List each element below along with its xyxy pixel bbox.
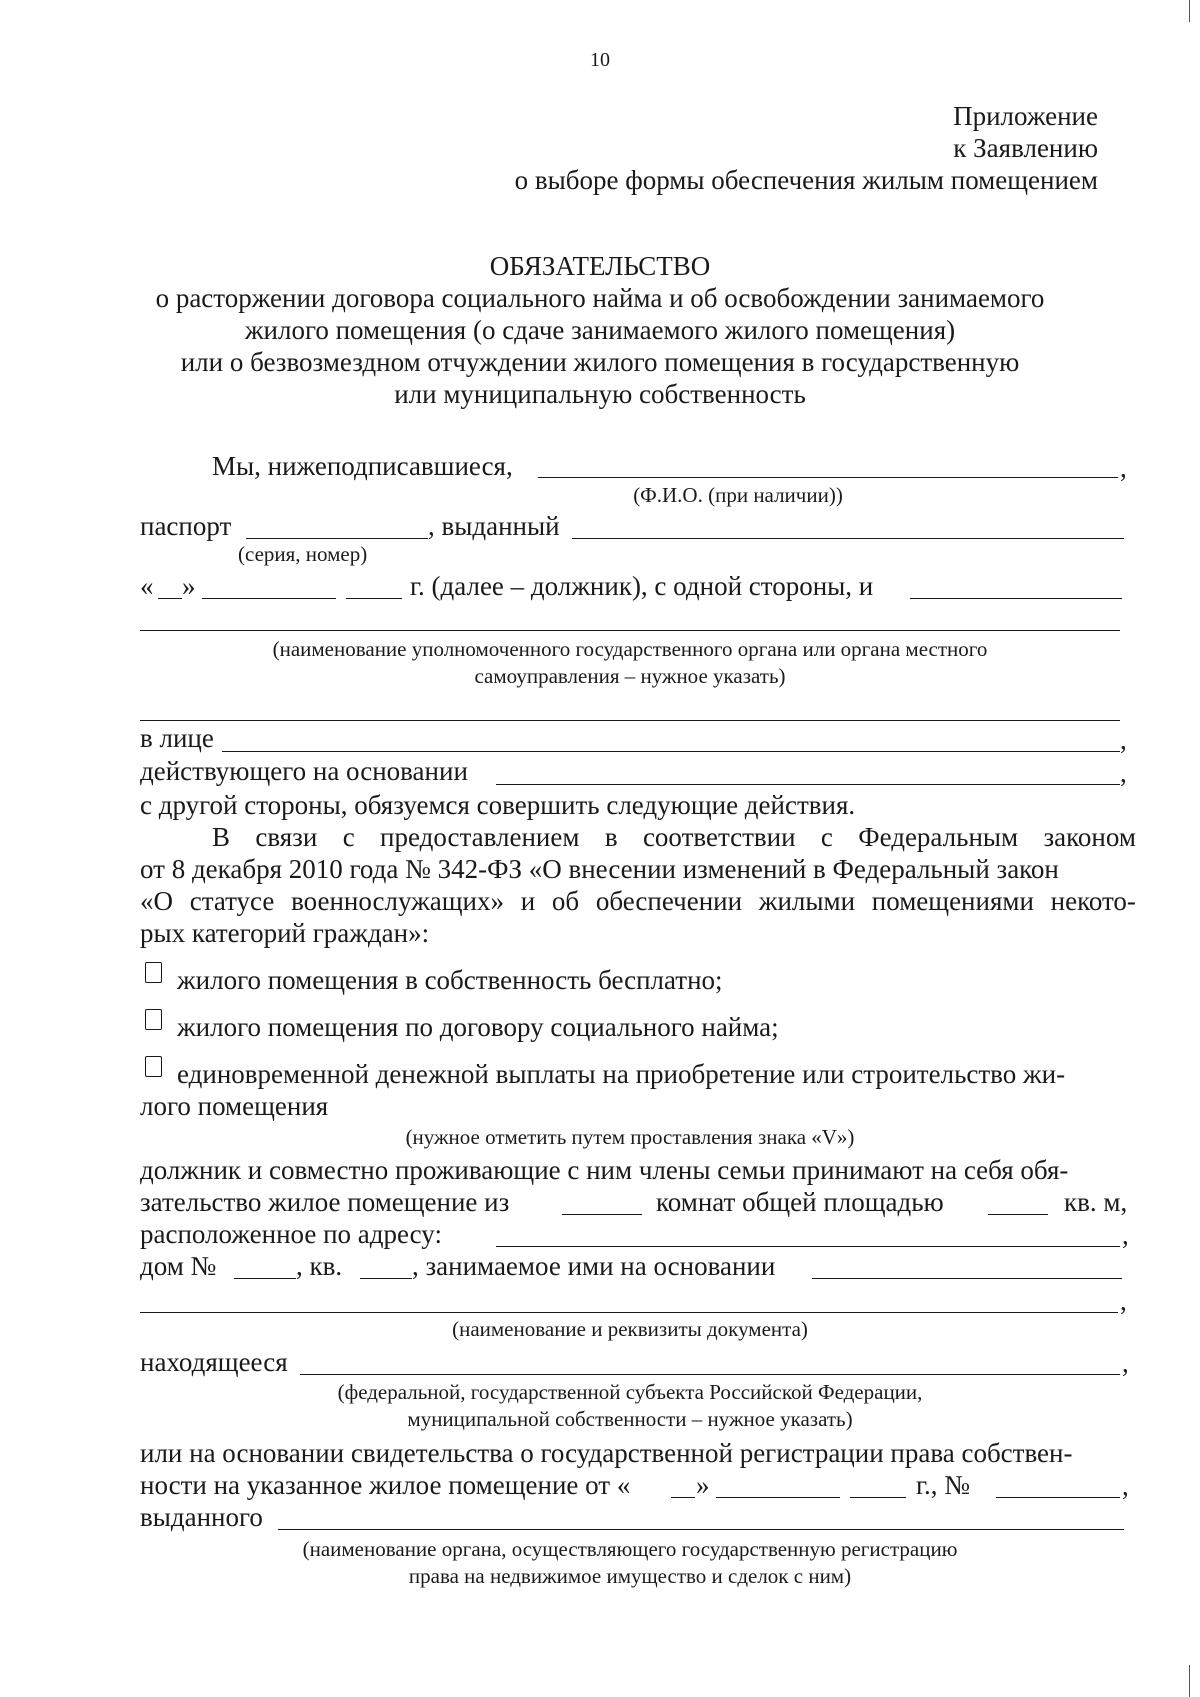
in-person-label: в лице (140, 723, 214, 753)
body-line-2: от 8 декабря 2010 года № 342-ФЗ «О внесении изменений в Федеральный закон (140, 854, 1059, 884)
option-label-continued: лого помещения (140, 1091, 329, 1121)
acting-basis-label: действующего на основании (140, 756, 468, 786)
fio-field[interactable] (538, 477, 1118, 478)
ownership-note-1: (федеральной, государственной субъекта Российской Федерации, (337, 1380, 923, 1404)
appendix-line-1: Приложение (953, 101, 1098, 131)
fio-note: (Ф.И.О. (при наличии)) (633, 483, 843, 507)
title-sub-2: жилого помещения (о сдаче занимаемого жилого помещения) (244, 315, 956, 345)
debtor-clause: г. (далее – должник), с одной стороны, и (410, 571, 874, 601)
registrar-note-2: права на недвижимое имущество и сделок с ним) (408, 1564, 852, 1588)
authority-note-1: (наименование уполномоченного государственного органа или органа местного (272, 637, 988, 661)
certificate-number-field[interactable] (996, 1497, 1120, 1498)
punctuation: , (1122, 1471, 1129, 1501)
house-number-field[interactable] (234, 1278, 296, 1279)
body-line-1 (212, 821, 1136, 853)
word: «О (140, 886, 173, 916)
authority-field-3[interactable] (140, 720, 1120, 721)
certificate-day-field[interactable] (671, 1497, 695, 1498)
word: законом (1043, 822, 1136, 852)
word: в (604, 822, 618, 852)
document-title: ОБЯЗАТЕЛЬСТВО (489, 251, 711, 281)
page-number: 10 (590, 49, 610, 71)
punctuation: , (1122, 1348, 1129, 1378)
appendix-line-3: о выборе формы обеспечения жилым помещением (514, 165, 1098, 195)
obligation-line-2a: зательство жилое помещение из (140, 1187, 510, 1217)
word: предоставлением (380, 822, 580, 852)
located-label: находящееся (140, 1347, 288, 1377)
ownership-field[interactable] (300, 1374, 1120, 1375)
apartment-label: , кв. (296, 1251, 343, 1281)
occupied-basis-field-2[interactable] (140, 1312, 1118, 1313)
issued-by-field[interactable] (278, 1529, 1124, 1530)
word: с (820, 822, 833, 852)
body-line-3 (140, 885, 1136, 917)
document-note: (наименование и реквизиты документа) (452, 1317, 808, 1341)
passport-number-field[interactable] (246, 538, 428, 539)
series-note: (серия, номер) (238, 542, 368, 566)
word: некото- (1050, 886, 1136, 916)
certificate-month-field[interactable] (716, 1497, 840, 1498)
word: связи (255, 822, 318, 852)
area-field[interactable] (988, 1214, 1048, 1215)
issued-by-label: выданного (140, 1502, 263, 1532)
authority-field-1[interactable] (910, 598, 1122, 599)
word: с (342, 822, 355, 852)
we-undersigned-label: Мы, нижеподписавшиеся, (212, 451, 513, 481)
option-checkbox[interactable] (145, 962, 162, 983)
address-field[interactable] (496, 1246, 1120, 1247)
word: статусе (189, 886, 275, 916)
passport-label: паспорт (140, 511, 232, 541)
other-side-text: с другой стороны, обязуемся совершить следующие действия. (140, 790, 856, 820)
punctuation: , (1120, 453, 1127, 483)
certificate-line-2a: ности на указанное жилое помещение от « (140, 1470, 631, 1500)
date-open-quote: « (140, 571, 154, 601)
date-day-field[interactable] (158, 598, 182, 599)
passport-issued-by-field[interactable] (572, 538, 1124, 539)
option-label: жилого помещения в собственность бесплатно; (177, 965, 723, 995)
authority-note-2: самоуправления – нужное указать) (474, 664, 786, 688)
scan-edge-mark (1189, 1665, 1190, 1697)
appendix-line-2: к Заявлению (953, 133, 1098, 163)
option-label: жилого помещения по договору социального найма; (177, 1012, 779, 1042)
registrar-note-1: (наименование органа, осуществляющего государственную регистрацию (302, 1537, 958, 1561)
punctuation: , (1122, 1220, 1129, 1250)
punctuation: , (1120, 1286, 1127, 1316)
title-sub-1: о расторжении договора социального найма и об освобождении занимаемого (155, 283, 1045, 313)
rooms-count-field[interactable] (562, 1214, 642, 1215)
word: В (212, 822, 231, 852)
mark-note: (нужное отметить путем проставления знака «V») (405, 1125, 855, 1149)
certificate-year-field[interactable] (850, 1497, 906, 1498)
word: военнослужащих» (291, 886, 505, 916)
obligation-line-2c: кв. м, (1064, 1187, 1128, 1217)
ownership-note-2: муниципальной собственности – нужное указать) (407, 1407, 853, 1431)
certificate-line-2b: » (696, 1470, 710, 1500)
apartment-number-field[interactable] (360, 1278, 412, 1279)
occupied-basis-label: , занимаемое ими на основании (412, 1251, 776, 1281)
certificate-line-2c: г., № (916, 1470, 971, 1500)
title-sub-3: или о безвозмездном отчуждении жилого помещения в государственную (180, 347, 1020, 377)
option-checkbox[interactable] (145, 1056, 162, 1077)
occupied-basis-field[interactable] (812, 1278, 1122, 1279)
obligation-line-2b: комнат общей площадью (656, 1187, 944, 1217)
punctuation: , (1120, 725, 1127, 755)
word: Федеральным (858, 822, 1019, 852)
date-month-field[interactable] (202, 598, 336, 599)
body-line-4: рых категорий граждан»: (140, 918, 430, 948)
date-year-field[interactable] (346, 598, 402, 599)
acting-basis-field[interactable] (496, 784, 1120, 785)
option-label: единовременной денежной выплаты на приобретение или строительство жи- (177, 1059, 1066, 1089)
word: жилыми (758, 886, 856, 916)
certificate-line-1: или на основании свидетельства о государственной регистрации права собствен- (140, 1438, 1073, 1468)
word: и (520, 886, 536, 916)
date-close-quote: » (182, 571, 196, 601)
obligation-line-1: должник и совместно проживающие с ним члены семьи принимают на себя обя- (140, 1155, 1069, 1185)
address-label: расположенное по адресу: (140, 1219, 442, 1249)
punctuation: , (1120, 758, 1127, 788)
representative-field[interactable] (222, 751, 1120, 752)
option-checkbox[interactable] (145, 1009, 162, 1030)
word: помещениями (871, 886, 1034, 916)
word: обеспечении (595, 886, 743, 916)
title-sub-4: или муниципальную собственность (394, 379, 806, 409)
issued-label: , выданный (428, 511, 560, 541)
word: об (551, 886, 580, 916)
word: соответствии (642, 822, 796, 852)
scan-edge-mark (1189, 0, 1190, 22)
authority-field-2[interactable] (140, 630, 1120, 631)
house-label: дом № (140, 1251, 217, 1281)
